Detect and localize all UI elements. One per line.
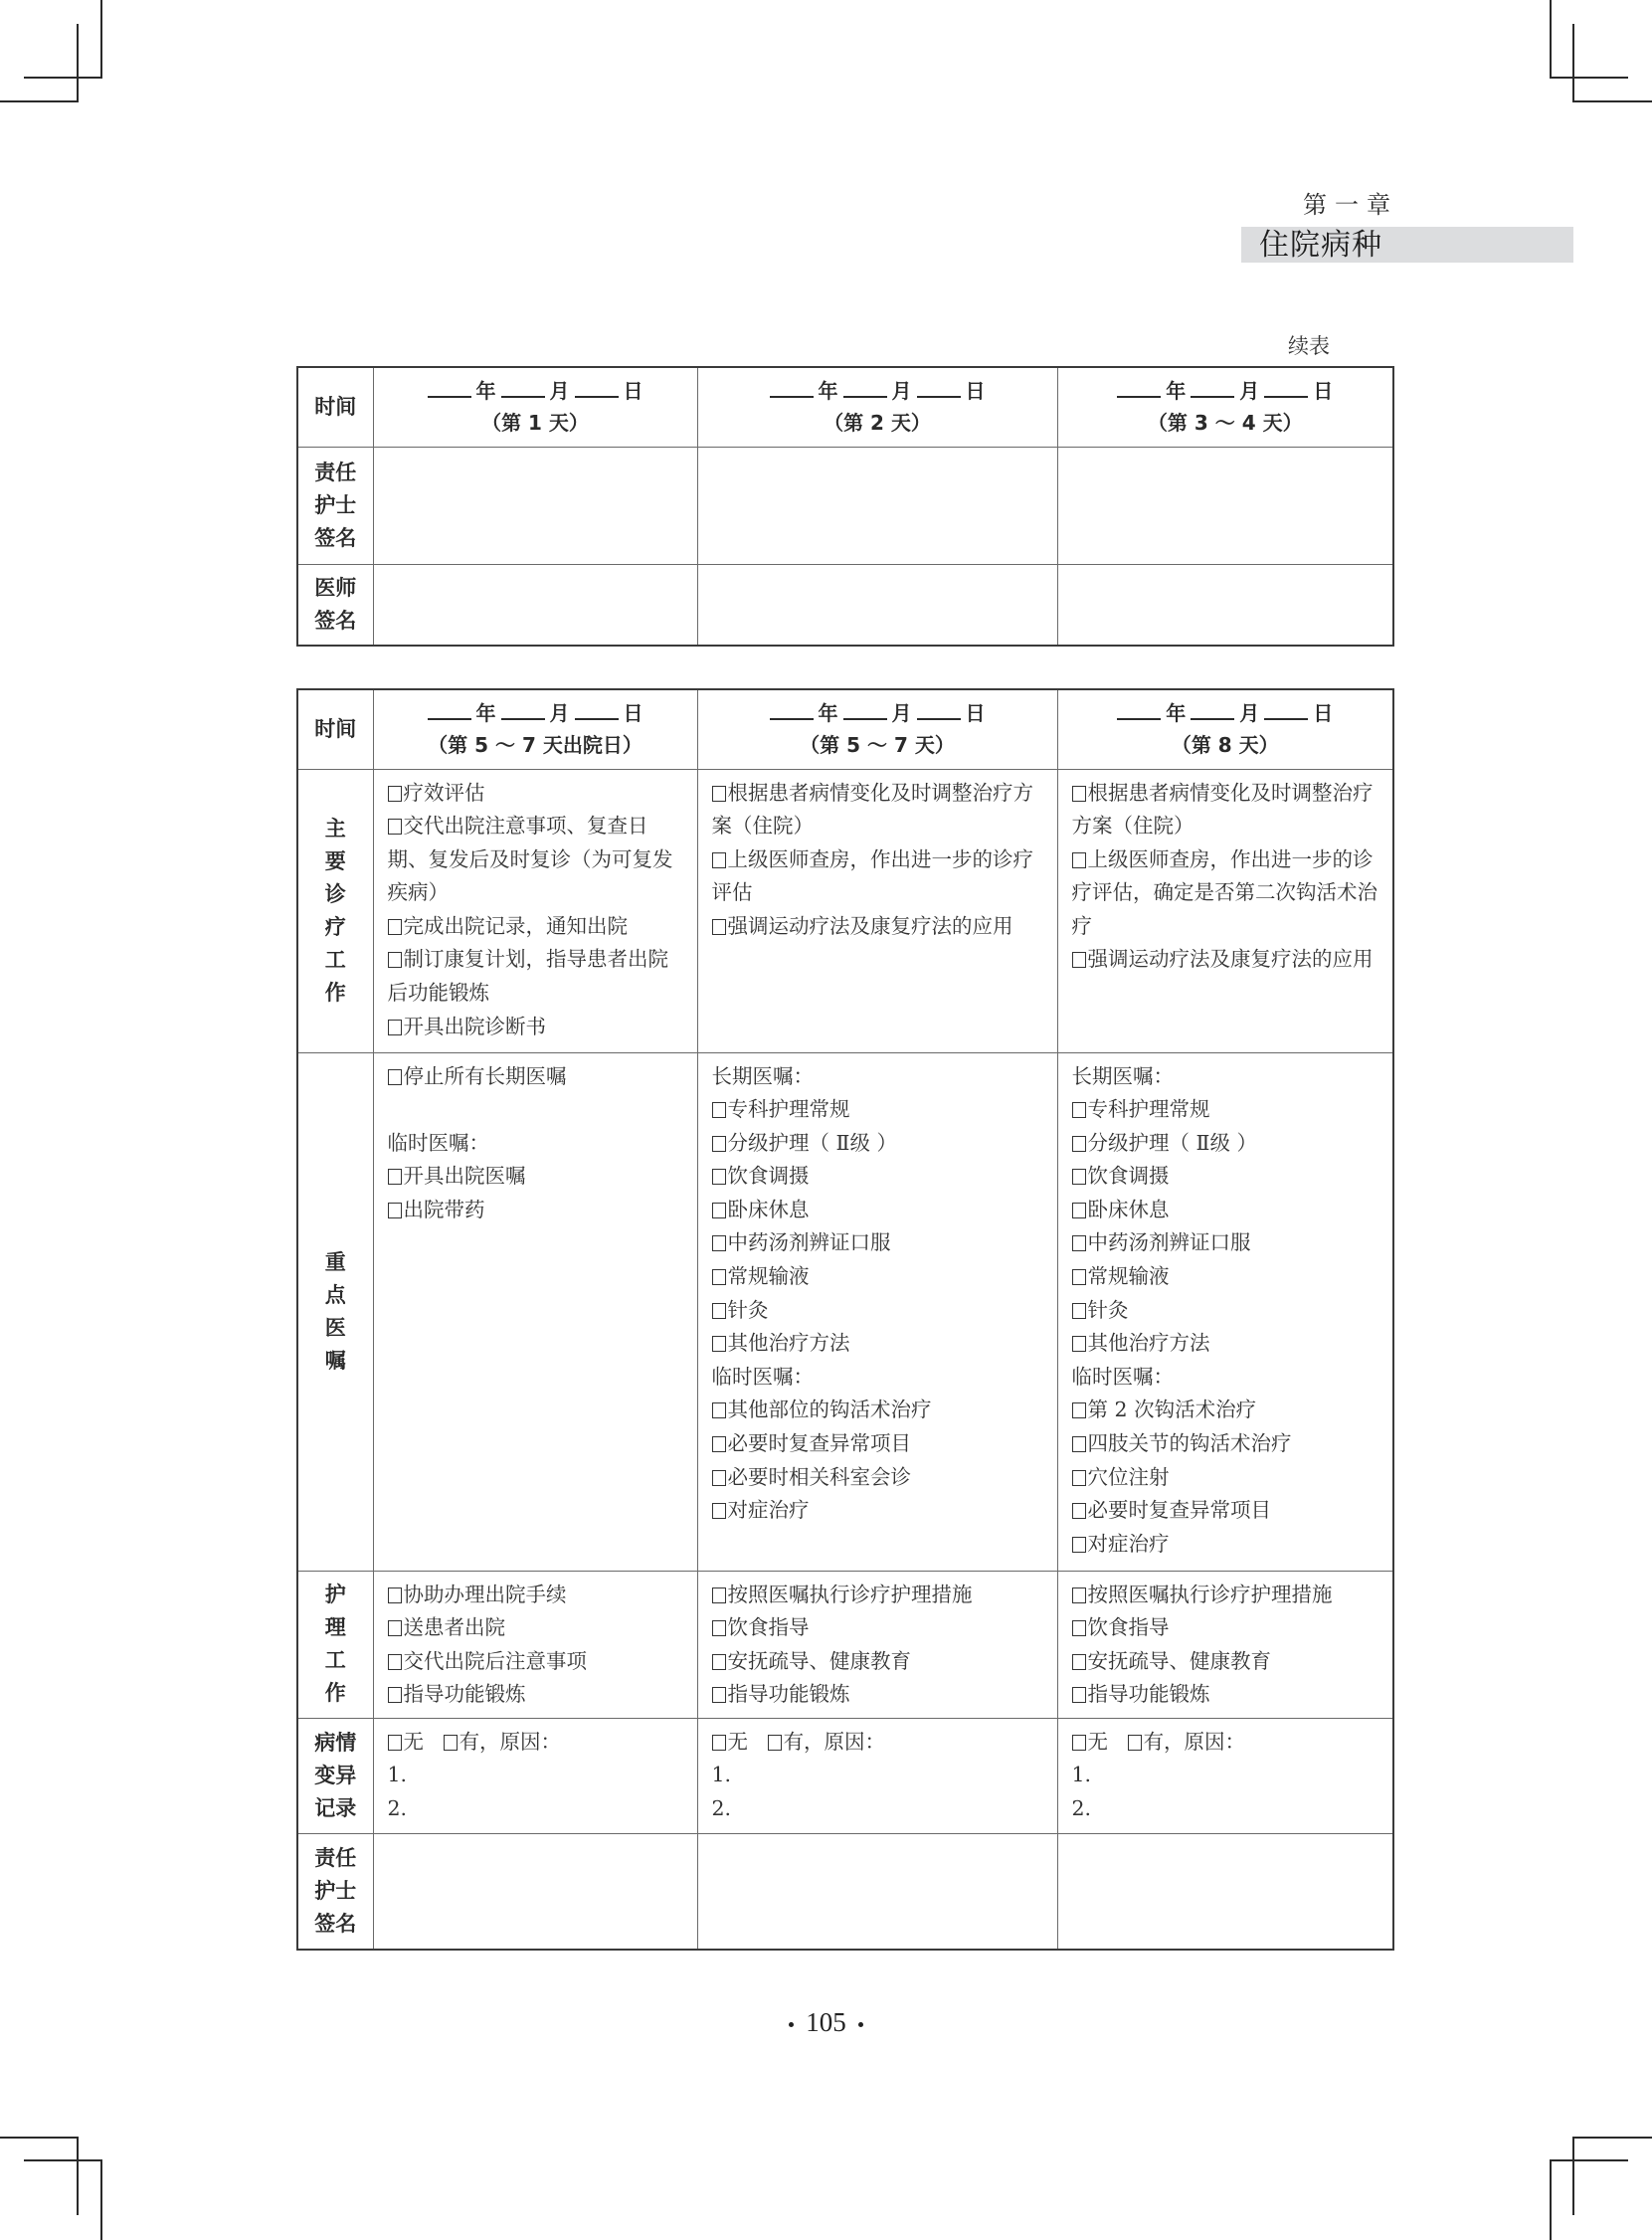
checklist-item[interactable]: 出院带药	[388, 1194, 687, 1227]
crop-mark	[24, 2159, 102, 2161]
variation-options: 无 有，原因：	[388, 1726, 687, 1760]
day-blank[interactable]	[1264, 378, 1308, 398]
checklist-item[interactable]: 开具出院医嘱	[388, 1160, 687, 1194]
checkbox[interactable]	[1072, 1537, 1086, 1553]
signature-cell[interactable]	[1057, 447, 1393, 564]
date-header	[1057, 689, 1393, 769]
checklist-item[interactable]: 协助办理出院手续	[388, 1579, 687, 1612]
checkbox[interactable]	[712, 1436, 726, 1452]
checkbox[interactable]	[388, 1069, 402, 1085]
checklist-item[interactable]: 饮食调摄	[1072, 1160, 1383, 1194]
date-header	[1057, 367, 1393, 447]
crop-mark	[1550, 77, 1628, 79]
main-treatment-row	[297, 769, 1393, 1052]
crop-mark	[1550, 2159, 1552, 2240]
signature-cell[interactable]	[697, 564, 1057, 646]
checkbox[interactable]	[1072, 1269, 1086, 1285]
checklist-item[interactable]: 中药汤剂辨证口服	[1072, 1226, 1383, 1260]
checklist-item[interactable]: 指导功能锻炼	[712, 1678, 1047, 1712]
day-blank[interactable]	[917, 378, 961, 398]
checklist-item[interactable]: 安抚疏导、健康教育	[1072, 1645, 1383, 1679]
checkbox[interactable]	[712, 1303, 726, 1319]
checkbox[interactable]	[1072, 1102, 1086, 1118]
checkbox[interactable]	[712, 1620, 726, 1636]
checklist-item[interactable]: 交代出院后注意事项	[388, 1645, 687, 1679]
key-orders-row	[297, 1052, 1393, 1571]
checkbox-yes[interactable]	[768, 1735, 782, 1751]
variation-record-row	[297, 1718, 1393, 1833]
checkbox[interactable]	[388, 1687, 402, 1703]
year-blank[interactable]	[428, 700, 471, 720]
temporary-orders-heading: 临时医嘱：	[711, 1364, 814, 1389]
day-blank[interactable]	[575, 700, 619, 720]
month-blank[interactable]	[501, 378, 545, 398]
checkbox[interactable]	[1072, 1587, 1086, 1603]
year-blank[interactable]	[770, 378, 814, 398]
clinical-pathway-table-2	[296, 688, 1394, 1951]
long-term-orders-heading: 长期医嘱：	[711, 1063, 814, 1088]
checkbox[interactable]	[388, 1620, 402, 1636]
day-label: （第 8 天）	[1171, 733, 1279, 758]
row-label: 医师签名	[297, 564, 373, 646]
signature-cell[interactable]	[373, 447, 697, 564]
checklist-item[interactable]: 必要时复查异常项目	[712, 1427, 1047, 1461]
checklist-item[interactable]: 常规输液	[712, 1260, 1047, 1294]
chapter-label: 第一章	[1303, 191, 1398, 219]
checklist-item[interactable]: 卧床休息	[1072, 1194, 1383, 1227]
checklist-item[interactable]: 饮食指导	[1072, 1611, 1383, 1645]
key-orders-cell	[697, 1052, 1057, 1571]
checkbox[interactable]	[388, 952, 402, 968]
nursing-work-row	[297, 1571, 1393, 1718]
row-label: 重点医嘱	[297, 1052, 373, 1571]
main-treatment-cell	[1057, 769, 1393, 1052]
checkbox[interactable]	[1072, 1654, 1086, 1670]
checkbox[interactable]	[1072, 1203, 1086, 1218]
checkbox-none[interactable]	[712, 1735, 726, 1751]
checkbox[interactable]	[1072, 1470, 1086, 1486]
checklist-item[interactable]: 饮食指导	[712, 1611, 1047, 1645]
temporary-orders-heading: 临时医嘱：	[1071, 1364, 1174, 1389]
signature-cell[interactable]	[1057, 1833, 1393, 1950]
checkbox[interactable]	[712, 786, 726, 802]
checkbox[interactable]	[388, 786, 402, 802]
checklist-item[interactable]: 针灸	[712, 1294, 1047, 1328]
checkbox[interactable]	[712, 1503, 726, 1519]
checkbox[interactable]	[712, 1336, 726, 1352]
checkbox[interactable]	[388, 919, 402, 935]
row-label: 护理工作	[297, 1571, 373, 1718]
checklist-item[interactable]: 按照医嘱执行诊疗护理措施	[712, 1579, 1047, 1612]
variation-line[interactable]: 1.	[711, 1763, 732, 1787]
checkbox[interactable]	[388, 819, 402, 835]
checklist-item[interactable]: 针灸	[1072, 1294, 1383, 1328]
checklist-item[interactable]: 送患者出院	[388, 1611, 687, 1645]
checklist-item[interactable]: 强调运动疗法及康复疗法的应用	[1072, 943, 1383, 977]
main-treatment-cell	[373, 769, 697, 1052]
checklist-item[interactable]: 指导功能锻炼	[1072, 1678, 1383, 1712]
row-label: 时间	[297, 367, 373, 447]
section-title: 住院病种	[1259, 228, 1382, 263]
variation-options: 无 有，原因：	[1072, 1726, 1383, 1760]
signature-cell[interactable]	[697, 447, 1057, 564]
key-orders-cell	[1057, 1052, 1393, 1571]
variation-line[interactable]: 2.	[711, 1796, 732, 1821]
crop-mark	[100, 0, 102, 79]
date-blanks: 年 月 日	[1058, 375, 1393, 407]
clinical-pathway-table-1	[296, 366, 1394, 647]
spacer	[388, 1093, 687, 1127]
checkbox[interactable]	[712, 1402, 726, 1418]
checklist-item[interactable]: 穴位注射	[1072, 1461, 1383, 1495]
checkbox[interactable]	[388, 1654, 402, 1670]
checkbox[interactable]	[712, 919, 726, 935]
variation-options: 无 有，原因：	[712, 1726, 1047, 1760]
day-blank[interactable]	[917, 700, 961, 720]
bullet-icon	[789, 2022, 794, 2027]
date-blanks: 年 月 日	[698, 697, 1057, 729]
row-label: 病情变异记录	[297, 1718, 373, 1833]
checkbox-yes[interactable]	[1128, 1735, 1142, 1751]
checkbox[interactable]	[712, 1587, 726, 1603]
day-label: （第 3 ～ 4 天）	[1147, 411, 1303, 436]
crop-mark	[1572, 100, 1652, 102]
nursing-cell	[1057, 1571, 1393, 1718]
checkbox[interactable]	[1072, 1303, 1086, 1319]
year-blank[interactable]	[770, 700, 814, 720]
checkbox[interactable]	[388, 1169, 402, 1185]
checklist-item[interactable]: 专科护理常规	[1072, 1093, 1383, 1127]
crop-mark	[1572, 24, 1574, 102]
day-blank[interactable]	[575, 378, 619, 398]
signature-cell[interactable]	[697, 1833, 1057, 1950]
date-blanks: 年 月 日	[1058, 697, 1393, 729]
crop-mark	[77, 24, 79, 102]
checkbox[interactable]	[712, 852, 726, 868]
checkbox[interactable]	[1072, 1687, 1086, 1703]
time-row	[297, 689, 1393, 769]
crop-mark	[0, 100, 79, 102]
checklist-item[interactable]: 根据患者病情变化及时调整治疗方案（住院）	[711, 780, 1033, 839]
checklist-item[interactable]: 中药汤剂辨证口服	[712, 1226, 1047, 1260]
date-header	[373, 367, 697, 447]
month-blank[interactable]	[1191, 700, 1234, 720]
checkbox-none[interactable]	[388, 1735, 402, 1751]
checkbox-yes[interactable]	[444, 1735, 458, 1751]
crop-mark	[24, 77, 102, 79]
signature-cell[interactable]	[1057, 564, 1393, 646]
crop-mark	[1572, 2137, 1652, 2139]
crop-mark	[0, 2137, 79, 2139]
checklist-item[interactable]: 对症治疗	[712, 1494, 1047, 1528]
year-blank[interactable]	[428, 378, 471, 398]
continued-label: 续表	[1288, 334, 1330, 358]
checklist-item[interactable]: 上级医师查房，作出进一步的诊疗评估，确定是否第二次钩活术治疗	[1071, 846, 1377, 938]
checkbox[interactable]	[1072, 1402, 1086, 1418]
checklist-item[interactable]: 安抚疏导、健康教育	[712, 1645, 1047, 1679]
checklist-item[interactable]: 按照医嘱执行诊疗护理措施	[1072, 1579, 1383, 1612]
variation-line[interactable]: 2.	[1071, 1796, 1092, 1821]
signature-cell[interactable]	[373, 1833, 697, 1950]
day-blank[interactable]	[1264, 700, 1308, 720]
year-blank[interactable]	[1117, 700, 1161, 720]
variation-cell	[1057, 1718, 1393, 1833]
checkbox[interactable]	[712, 1654, 726, 1670]
checklist-item[interactable]: 卧床休息	[712, 1194, 1047, 1227]
checklist-item[interactable]: 其他治疗方法	[712, 1327, 1047, 1361]
date-blanks: 年 月 日	[374, 697, 697, 729]
nursing-cell	[697, 1571, 1057, 1718]
variation-cell	[373, 1718, 697, 1833]
checklist-item[interactable]: 停止所有长期医嘱	[388, 1060, 687, 1094]
checkbox-none[interactable]	[1072, 1735, 1086, 1751]
checklist-item[interactable]: 交代出院注意事项、复查日期、复发后及时复诊（为可复发疾病）	[387, 814, 673, 905]
checklist-item[interactable]: 必要时复查异常项目	[1072, 1494, 1383, 1528]
variation-line[interactable]: 2.	[387, 1796, 408, 1821]
checkbox[interactable]	[1072, 1136, 1086, 1152]
checklist-item[interactable]: 其他部位的钩活术治疗	[712, 1394, 1047, 1427]
crop-mark	[77, 2137, 79, 2215]
checkbox[interactable]	[712, 1203, 726, 1218]
long-term-orders-heading: 长期医嘱：	[1071, 1063, 1174, 1088]
checklist-item[interactable]: 指导功能锻炼	[388, 1678, 687, 1712]
date-blanks: 年 月 日	[374, 375, 697, 407]
checkbox[interactable]	[712, 1470, 726, 1486]
checklist-item[interactable]: 完成出院记录，通知出院	[388, 910, 687, 944]
date-header	[373, 689, 697, 769]
nurse-signature-row	[297, 447, 1393, 564]
checkbox[interactable]	[1072, 1620, 1086, 1636]
variation-cell	[697, 1718, 1057, 1833]
section-banner	[1241, 227, 1573, 263]
checkbox[interactable]	[712, 1169, 726, 1185]
checkbox[interactable]	[1072, 1503, 1086, 1519]
checkbox[interactable]	[388, 1020, 402, 1035]
crop-mark	[1550, 0, 1552, 79]
checkbox[interactable]	[712, 1136, 726, 1152]
variation-line[interactable]: 1.	[387, 1763, 408, 1787]
checklist-item[interactable]: 常规输液	[1072, 1260, 1383, 1294]
day-label: （第 1 天）	[481, 411, 589, 436]
checklist-item[interactable]: 必要时相关科室会诊	[712, 1461, 1047, 1495]
checklist-item[interactable]: 上级医师查房，作出进一步的诊疗评估	[711, 846, 1033, 905]
key-orders-cell	[373, 1052, 697, 1571]
page-number: 105	[0, 2007, 1652, 2038]
bullet-icon	[858, 2022, 863, 2027]
checklist-item[interactable]: 第 2 次钩活术治疗	[1072, 1394, 1383, 1427]
checkbox[interactable]	[1072, 1235, 1086, 1251]
month-blank[interactable]	[843, 378, 887, 398]
crop-mark	[100, 2159, 102, 2240]
checkbox[interactable]	[1072, 786, 1086, 802]
day-label: （第 5 ～ 7 天）	[800, 733, 955, 758]
checklist-item[interactable]: 分级护理（ Ⅱ级 ）	[712, 1127, 1047, 1161]
checklist-item[interactable]: 开具出院诊断书	[388, 1011, 687, 1044]
date-blanks: 年 月 日	[698, 375, 1057, 407]
checkbox[interactable]	[1072, 952, 1086, 968]
signature-cell[interactable]	[373, 564, 697, 646]
checkbox[interactable]	[1072, 1336, 1086, 1352]
checkbox[interactable]	[388, 1203, 402, 1218]
month-blank[interactable]	[843, 700, 887, 720]
checkbox[interactable]	[712, 1687, 726, 1703]
checklist-item[interactable]: 疗效评估	[388, 777, 687, 811]
nursing-cell	[373, 1571, 697, 1718]
row-label: 责任护士签名	[297, 447, 373, 564]
crop-mark	[1550, 2159, 1628, 2161]
date-header	[697, 689, 1057, 769]
temporary-orders-heading: 临时医嘱：	[387, 1130, 489, 1155]
date-header	[697, 367, 1057, 447]
month-blank[interactable]	[1191, 378, 1234, 398]
year-blank[interactable]	[1117, 378, 1161, 398]
row-label: 主要诊疗工作	[297, 769, 373, 1052]
checklist-item[interactable]: 分级护理（ Ⅱ级 ）	[1072, 1127, 1383, 1161]
row-label: 时间	[297, 689, 373, 769]
day-label: （第 2 天）	[824, 411, 931, 436]
checkbox[interactable]	[1072, 1436, 1086, 1452]
checklist-item[interactable]: 饮食调摄	[712, 1160, 1047, 1194]
day-label: （第 5 ～ 7 天出院日）	[428, 733, 642, 758]
checkbox[interactable]	[712, 1102, 726, 1118]
nurse-signature-row	[297, 1833, 1393, 1950]
checklist-item[interactable]: 其他治疗方法	[1072, 1327, 1383, 1361]
checkbox[interactable]	[712, 1235, 726, 1251]
checkbox[interactable]	[1072, 852, 1086, 868]
doctor-signature-row	[297, 564, 1393, 646]
time-row	[297, 367, 1393, 447]
month-blank[interactable]	[501, 700, 545, 720]
main-treatment-cell	[697, 769, 1057, 1052]
crop-mark	[1572, 2137, 1574, 2215]
checklist-item[interactable]: 制订康复计划，指导患者出院后功能锻炼	[387, 947, 668, 1006]
checkbox[interactable]	[1072, 1169, 1086, 1185]
checkbox[interactable]	[388, 1587, 402, 1603]
row-label: 责任护士签名	[297, 1833, 373, 1950]
variation-line[interactable]: 1.	[1071, 1763, 1092, 1787]
checklist-item[interactable]: 四肢关节的钩活术治疗	[1072, 1427, 1383, 1461]
checklist-item[interactable]: 强调运动疗法及康复疗法的应用	[712, 910, 1047, 944]
checklist-item[interactable]: 专科护理常规	[712, 1093, 1047, 1127]
checkbox[interactable]	[712, 1269, 726, 1285]
checklist-item[interactable]: 对症治疗	[1072, 1528, 1383, 1562]
checklist-item[interactable]: 根据患者病情变化及时调整治疗方案（住院）	[1071, 780, 1374, 839]
